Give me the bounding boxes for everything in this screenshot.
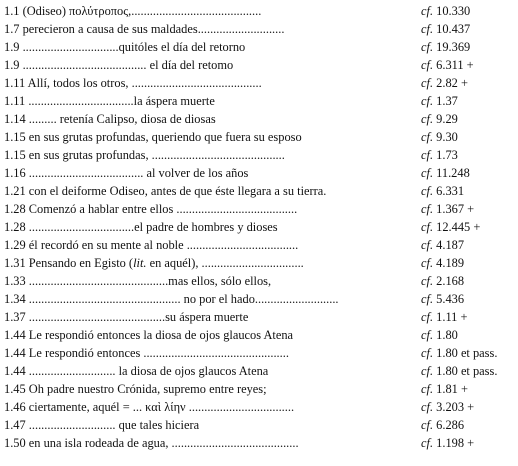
citation-row (4, 110, 516, 128)
citation-text: 1.44 ............................ la diosa de ojos glaucos Atena (4, 364, 269, 378)
cross-reference (421, 182, 464, 200)
citation-text: 1.34 ................................................. no por el hado........................... (4, 292, 339, 306)
citation-text: 1.50 en una isla rodeada de agua, ......................................... (4, 436, 299, 450)
citation-text: 1.46 ciertamente, aquél = ... καὶ λίην .................................. (4, 400, 295, 414)
cf-abbrev: cf. (421, 364, 434, 378)
cross-reference-value: 1.80 et pass. (436, 346, 498, 360)
cf-abbrev: cf. (421, 328, 434, 342)
citation-row (4, 380, 516, 398)
cross-reference-value: 11.248 (436, 166, 470, 180)
cf-abbrev: cf. (421, 76, 434, 90)
citation-row (4, 272, 516, 290)
cf-abbrev: cf. (421, 292, 434, 306)
citation-text: 1.15 en sus grutas profundas, queriendo que fuera su esposo (4, 130, 302, 144)
citation-text: 1.45 Oh padre nuestro Crónida, supremo entre reyes; (4, 382, 267, 396)
citation-text: 1.44 Le respondió entonces la diosa de ojos glaucos Atena (4, 328, 294, 342)
cf-abbrev: cf. (421, 310, 434, 324)
cross-reference (421, 56, 474, 74)
citation-text: 1.47 ............................ que tales hiciera (4, 418, 200, 432)
citation-text: 1.31 Pensando en Egisto (lit. en aquél), ................................. (4, 256, 304, 270)
cross-reference (421, 434, 474, 452)
citation-row (4, 344, 516, 362)
cross-reference (421, 326, 458, 344)
cf-abbrev: cf. (421, 400, 434, 414)
citation-row (4, 2, 516, 20)
citation-row (4, 200, 516, 218)
cross-reference-value: 10.330 (436, 4, 471, 18)
citation-row (4, 326, 516, 344)
citation-text: 1.11 ..................................la áspera muerte (4, 94, 215, 108)
cross-reference (421, 110, 458, 128)
cross-reference (421, 254, 464, 272)
cross-reference-value: 1.80 (436, 328, 458, 342)
cross-reference-value: 1.37 (436, 94, 458, 108)
cross-reference-value: 5.436 (436, 292, 465, 306)
citation-row (4, 164, 516, 182)
citation-row (4, 362, 516, 380)
cf-abbrev: cf. (421, 58, 434, 72)
cross-reference-value: 19.369 (436, 40, 471, 54)
cross-reference (421, 38, 470, 56)
cross-reference (421, 290, 464, 308)
cf-abbrev: cf. (421, 130, 434, 144)
cross-reference (421, 344, 497, 362)
cf-abbrev: cf. (421, 346, 434, 360)
citation-text: 1.9 ...............................quitóles el día del retorno (4, 40, 246, 54)
citation-row (4, 38, 516, 56)
cf-abbrev: cf. (421, 112, 434, 126)
cross-reference-value: 3.203 + (436, 400, 475, 414)
citation-row (4, 236, 516, 254)
cross-reference (421, 128, 458, 146)
cross-reference-value: 4.189 (436, 256, 465, 270)
cf-abbrev: cf. (421, 148, 434, 162)
cross-reference-value: 1.81 + (436, 382, 468, 396)
cross-reference-value: 1.11 + (436, 310, 468, 324)
cf-abbrev: cf. (421, 40, 434, 54)
cf-abbrev: cf. (421, 184, 434, 198)
citation-text: 1.9 ........................................ el día del retomo (4, 58, 234, 72)
cf-abbrev: cf. (421, 166, 434, 180)
cross-reference (421, 308, 467, 326)
cross-reference (421, 218, 480, 236)
cross-reference (421, 146, 458, 164)
cross-reference-value: 2.168 (436, 274, 465, 288)
cross-reference-value: 6.286 (436, 418, 465, 432)
citation-text: 1.28 Comenzó a hablar entre ellos ....................................... (4, 202, 298, 216)
citation-text: 1.33 .............................................mas ellos, sólo ellos, (4, 274, 272, 288)
cross-reference-value: 1.367 + (436, 202, 475, 216)
cross-reference (421, 20, 470, 38)
citation-row (4, 74, 516, 92)
cross-reference (421, 2, 470, 20)
citation-row (4, 128, 516, 146)
citation-row (4, 56, 516, 74)
cross-reference-value: 9.29 (436, 112, 458, 126)
cross-reference-value: 1.80 et pass. (436, 364, 498, 378)
cf-abbrev: cf. (421, 220, 434, 234)
cross-reference (421, 236, 464, 254)
citation-row (4, 20, 516, 38)
citation-text: 1.16 ..................................... al volver de los años (4, 166, 249, 180)
citation-row (4, 92, 516, 110)
citation-text: 1.11 Allí, todos los otros, .......................................... (4, 76, 262, 90)
citation-row (4, 146, 516, 164)
cross-reference-value: 10.437 (436, 22, 471, 36)
cf-abbrev: cf. (421, 382, 434, 396)
citation-text: 1.21 con el deiforme Odiseo, antes de que éste llegara a su tierra. (4, 184, 327, 198)
cross-reference (421, 74, 468, 92)
cross-reference (421, 92, 458, 110)
citation-text: 1.1 (Odiseo) πολύτροπος,.......................................... (4, 4, 262, 18)
citation-text: 1.29 él recordó en su mente al noble .................................... (4, 238, 299, 252)
citation-text: 1.14 ......... retenía Calipso, diosa de diosas (4, 112, 216, 126)
cf-abbrev: cf. (421, 238, 434, 252)
cross-reference (421, 164, 470, 182)
cross-reference-value: 1.198 + (436, 436, 475, 450)
citation-text: 1.7 perecieron a causa de sus maldades............................ (4, 22, 285, 36)
cross-reference (421, 362, 497, 380)
cross-reference (421, 380, 468, 398)
italic-abbrev: lit. (133, 256, 147, 270)
cross-reference-value: 12.445 + (436, 220, 481, 234)
cross-reference-value: 2.82 + (436, 76, 468, 90)
cf-abbrev: cf. (421, 256, 434, 270)
citation-row (4, 398, 516, 416)
citation-row (4, 254, 516, 272)
citation-text: 1.15 en sus grutas profundas, ........................................... (4, 148, 285, 162)
cross-reference (421, 200, 474, 218)
citation-row (4, 290, 516, 308)
cf-abbrev: cf. (421, 274, 434, 288)
cross-reference-value: 6.331 (436, 184, 465, 198)
cross-reference-value: 9.30 (436, 130, 458, 144)
cross-reference (421, 272, 464, 290)
cross-reference (421, 398, 474, 416)
cf-abbrev: cf. (421, 4, 434, 18)
cf-abbrev: cf. (421, 22, 434, 36)
citation-row (4, 182, 516, 200)
cross-reference-value: 4.187 (436, 238, 465, 252)
cf-abbrev: cf. (421, 418, 434, 432)
citation-text: 1.37 ............................................su áspera muerte (4, 310, 249, 324)
citation-row (4, 218, 516, 236)
citation-text: 1.44 Le respondió entonces ............................................... (4, 346, 289, 360)
citation-row (4, 308, 516, 326)
citation-row (4, 416, 516, 434)
cross-reference (421, 416, 464, 434)
cf-abbrev: cf. (421, 202, 434, 216)
cf-abbrev: cf. (421, 436, 434, 450)
cross-reference-value: 6.311 + (436, 58, 474, 72)
citation-text: 1.28 ..................................el padre de hombres y dioses (4, 220, 278, 234)
citation-row (4, 434, 516, 452)
cross-reference-value: 1.73 (436, 148, 458, 162)
cf-abbrev: cf. (421, 94, 434, 108)
